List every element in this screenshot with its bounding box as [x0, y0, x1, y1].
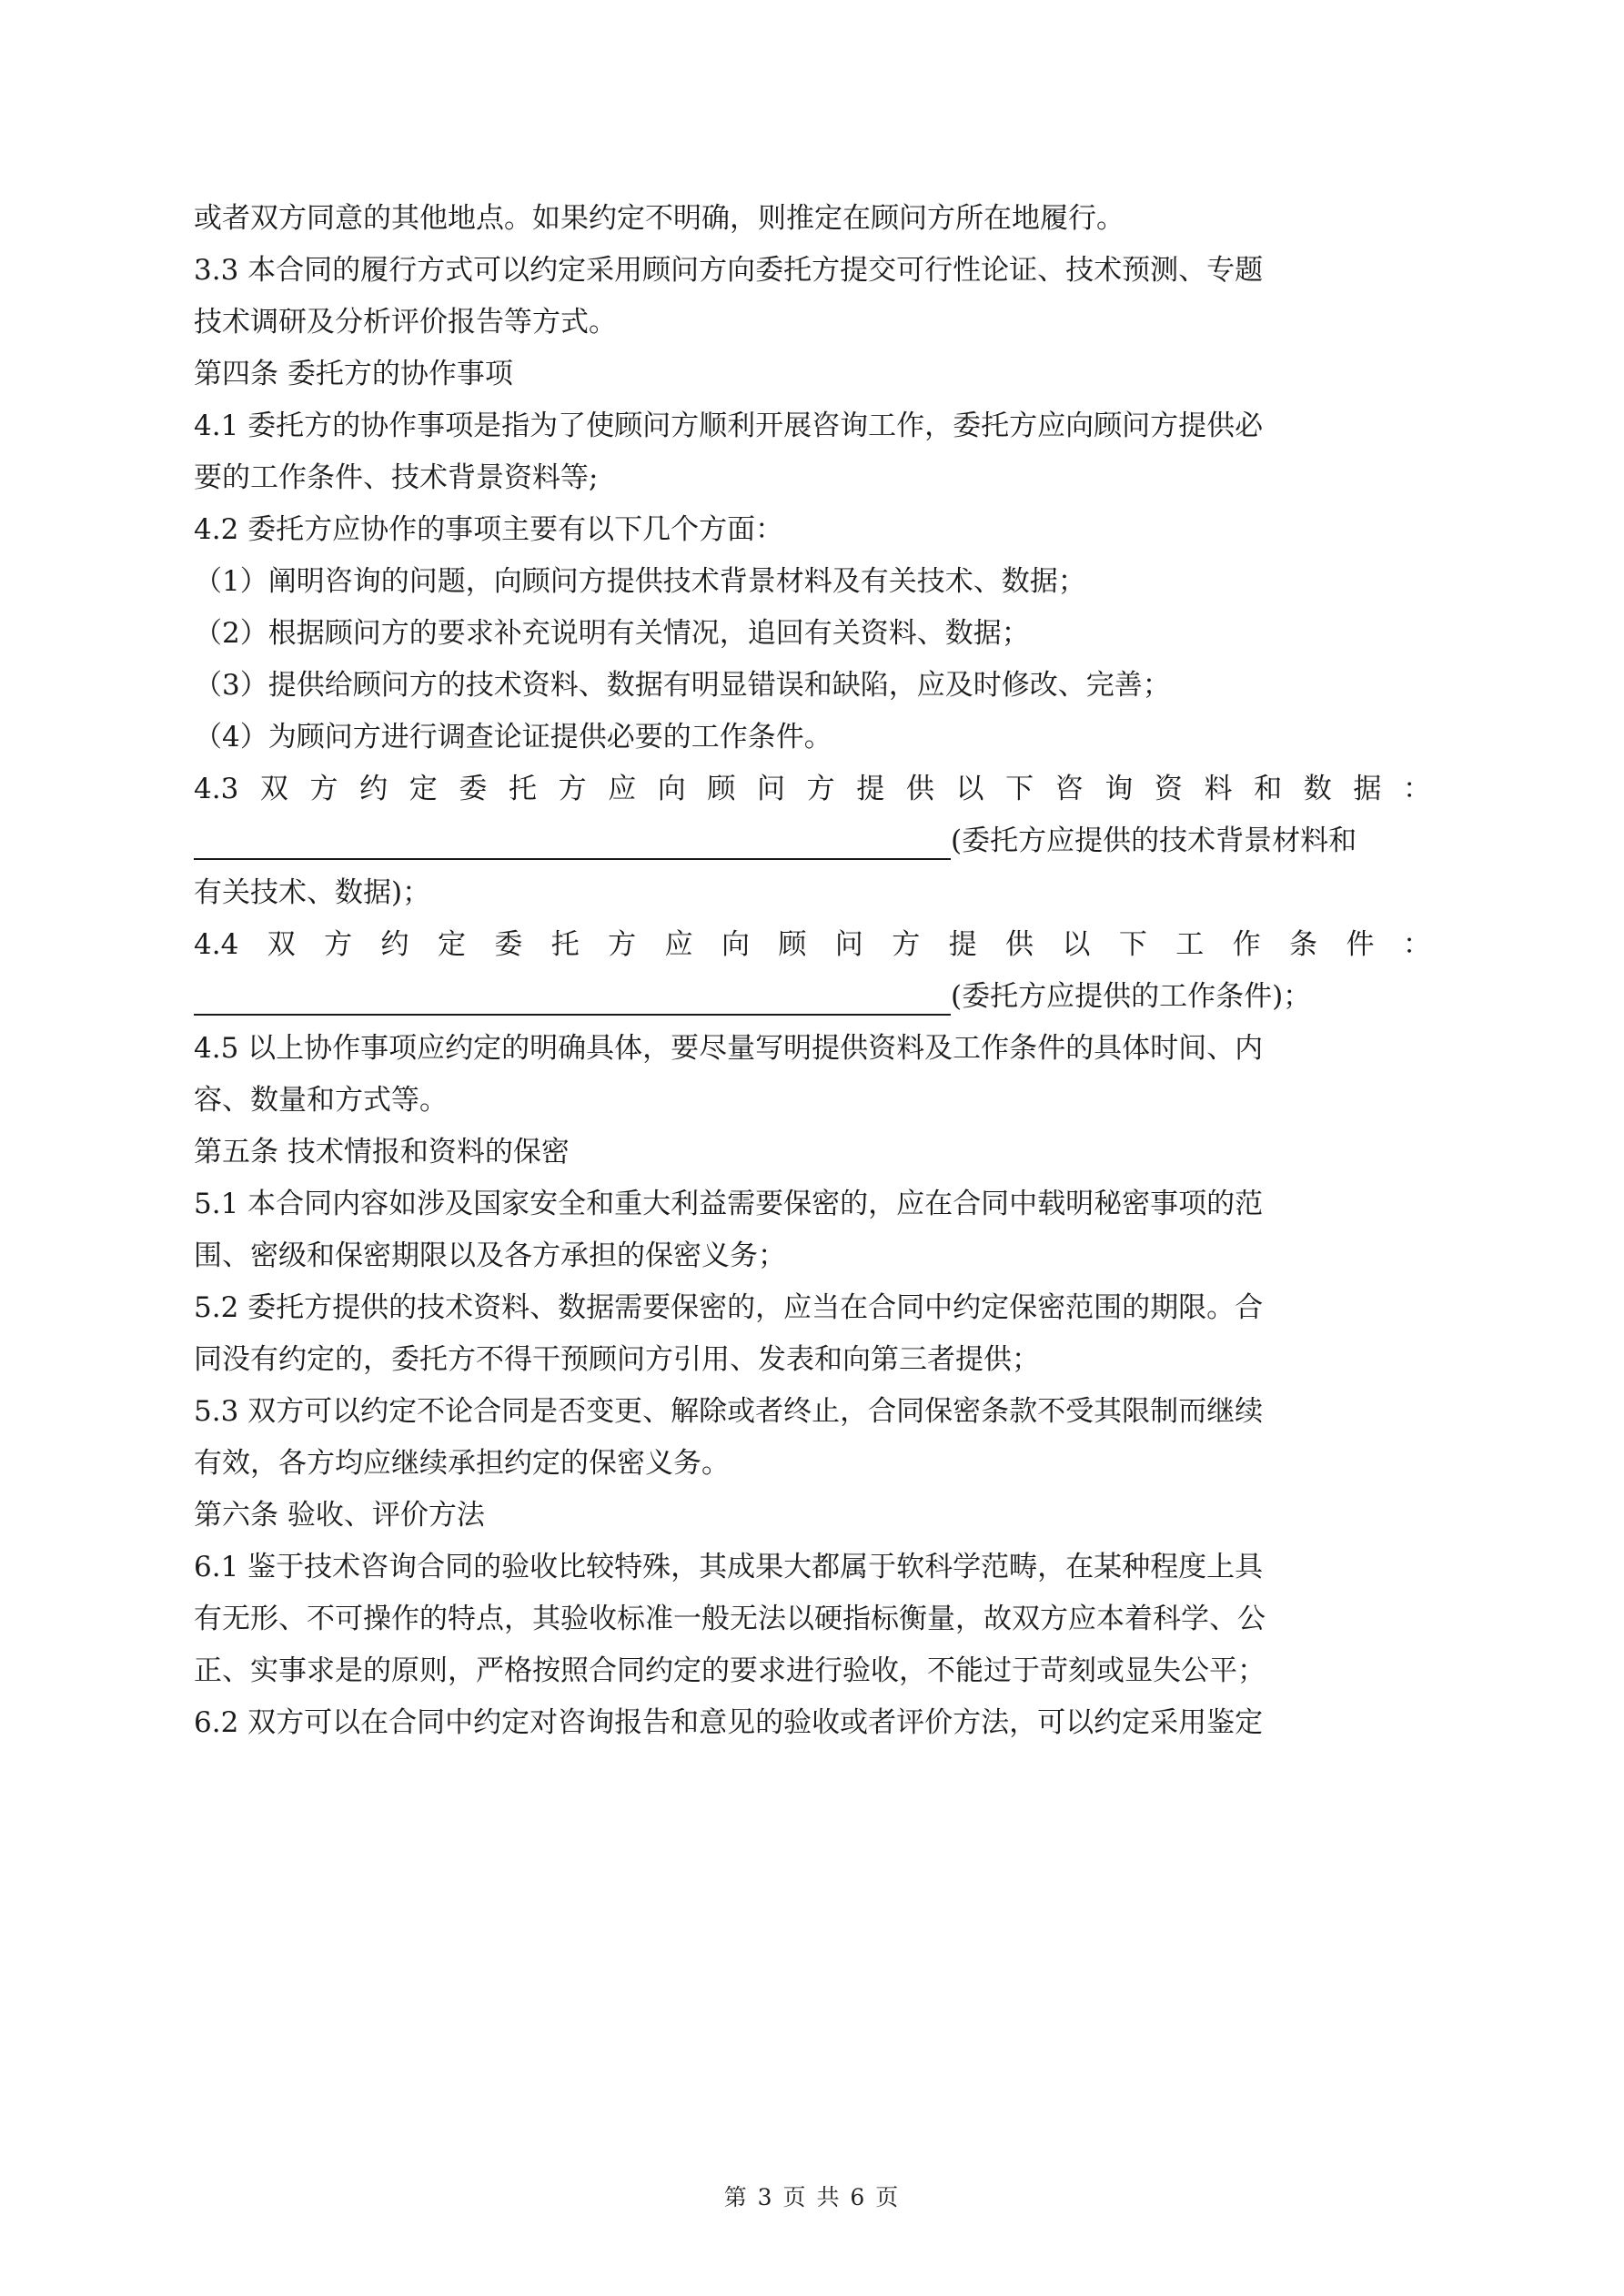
article-4-heading: 第四条 委托方的协作事项	[194, 358, 513, 390]
clause-6-1-line-2: 有无形、不可操作的特点，其验收标准一般无法以硬指标衡量，故双方应本着科学、公	[194, 1603, 1266, 1635]
blank-suffix: (委托方应提供的技术背景材料和	[951, 824, 1357, 857]
clause-5-2-line-2: 同没有约定的，委托方不得干预顾问方引用、发表和向第三者提供；	[194, 1343, 1040, 1376]
clause-4-4-char: 约	[380, 928, 409, 961]
clause-4-4-char: 定	[437, 928, 466, 961]
clause-4-4-char: 以	[1062, 928, 1091, 961]
clause-4-3-char: 供	[905, 773, 934, 805]
article-5-heading: 第五条 技术情报和资料的保密	[194, 1136, 570, 1168]
clause-4-4-char: 双	[267, 928, 296, 961]
clause-5-1-line-2: 围、密级和保密期限以及各方承担的保密义务；	[194, 1239, 786, 1272]
clause-4-3-char: 提	[856, 773, 885, 805]
clause-4-1-line-2: 要的工作条件、技术背景资料等;	[194, 461, 599, 494]
clause-4-4-char: 件	[1346, 928, 1375, 961]
clause-4-3-char: 咨	[1054, 773, 1084, 805]
clause-4-3-char: 方	[309, 773, 338, 805]
clause-4-3-char: 资	[1154, 773, 1183, 805]
clause-4-5-line-2: 容、数量和方式等。	[194, 1084, 448, 1117]
clause-4-4-char: 托	[550, 928, 580, 961]
clause-4-3-char: 应	[608, 773, 637, 805]
clause-4-3-char: ：	[1402, 773, 1431, 805]
clause-4-4-char: 方	[324, 928, 353, 961]
clause-4-3-char: 方	[806, 773, 835, 805]
article-6-heading: 第六条 验收、评价方法	[194, 1499, 485, 1532]
clause-4-2-heading: 4.2 委托方应协作的事项主要有以下几个方面：	[194, 513, 784, 546]
list-item-3: （3）提供给顾问方的技术资料、数据有明显错误和缺陷，应及时修改、完善；	[194, 669, 1171, 702]
clause-6-1-line-1: 6.1 鉴于技术咨询合同的验收比较特殊，其成果大都属于软科学范畴，在某种程度上具	[194, 1551, 1264, 1583]
clause-4-4-line-2	[194, 971, 1431, 1023]
clause-4-3-char: 托	[508, 773, 537, 805]
text-line: 或者双方同意的其他地点。如果约定不明确，则推定在顾问方所在地履行。	[194, 202, 1125, 235]
clause-5-3-line-2: 有效，各方均应继续承担约定的保密义务。	[194, 1447, 730, 1480]
clause-6-1-line-3: 正、实事求是的原则，严格按照合同约定的要求进行验收，不能过于苛刻或显失公平；	[194, 1654, 1266, 1687]
clause-4-4-char: 委	[494, 928, 523, 961]
clause-4-4-char: 作	[1232, 928, 1261, 961]
clause-4-3-char: 方	[558, 773, 587, 805]
clause-4-4-char: 条	[1289, 928, 1318, 961]
list-item-2: （2）根据顾问方的要求补充说明有关情况，追回有关资料、数据；	[194, 617, 1030, 650]
clause-4-3-char: 顾	[707, 773, 736, 805]
clause-4-3-char: 问	[757, 773, 786, 805]
fill-in-blank[interactable]	[194, 820, 951, 860]
page-footer: 第 3 页 共 6 页	[723, 2184, 901, 2210]
clause-4-5-line-1: 4.5 以上协作事项应约定的明确具体，要尽量写明提供资料及工作条件的具体时间、内	[194, 1032, 1264, 1065]
clause-4-4-char: 方	[608, 928, 637, 961]
clause-4-1-line-1: 4.1 委托方的协作事项是指为了使顾问方顺利开展咨询工作，委托方应向顾问方提供必	[194, 410, 1264, 442]
clause-5-2-line-1: 5.2 委托方提供的技术资料、数据需要保密的，应当在合同中约定保密范围的期限。合	[194, 1291, 1264, 1324]
document-body	[194, 193, 1431, 1749]
clause-4-4-char: 工	[1175, 928, 1205, 961]
clause-4-3-char: 料	[1204, 773, 1233, 805]
clause-4-3-char: 4.3	[194, 773, 239, 805]
clause-4-3-line-2	[194, 815, 1431, 867]
list-item-4: （4）为顾问方进行调查论证提供必要的工作条件。	[194, 721, 832, 754]
blank-suffix: (委托方应提供的工作条件)；	[951, 980, 1312, 1013]
clause-5-1-line-1: 5.1 本合同内容如涉及国家安全和重大利益需要保密的，应在合同中载明秘密事项的范	[194, 1188, 1264, 1220]
clause-4-3-char: 下	[1005, 773, 1034, 805]
clause-3-3-line-1: 3.3 本合同的履行方式可以约定采用顾问方向委托方提交可行性论证、技术预测、专题	[194, 254, 1264, 287]
clause-4-3-char: 和	[1254, 773, 1283, 805]
clause-6-2-line-1: 6.2 双方可以在合同中约定对咨询报告和意见的验收或者评价方法，可以约定采用鉴定	[194, 1706, 1264, 1739]
clause-4-4-char: 供	[1005, 928, 1034, 961]
clause-4-3-char: 向	[657, 773, 686, 805]
clause-4-3-char: 双	[259, 773, 288, 805]
clause-4-3-char: 询	[1105, 773, 1134, 805]
clause-4-3-line-1	[194, 764, 1431, 815]
clause-4-3-char: 定	[409, 773, 438, 805]
list-item-1: （1）阐明咨询的问题，向顾问方提供技术背景材料及有关技术、数据；	[194, 565, 1086, 598]
clause-4-3-char: 委	[459, 773, 488, 805]
clause-4-4-char: 4.4	[194, 928, 239, 961]
fill-in-blank[interactable]	[194, 976, 951, 1016]
clause-4-3-char: 数	[1303, 773, 1332, 805]
clause-4-4-char: 方	[892, 928, 921, 961]
clause-4-3-char: 以	[955, 773, 984, 805]
clause-4-4-char: 向	[721, 928, 750, 961]
clause-4-4-char: 顾	[778, 928, 807, 961]
clause-4-4-char: ：	[1402, 928, 1431, 961]
clause-4-4-char: 问	[834, 928, 863, 961]
clause-4-4-char: 下	[1118, 928, 1147, 961]
clause-4-4-line-1	[194, 919, 1431, 971]
clause-4-4-char: 应	[664, 928, 693, 961]
clause-5-3-line-1: 5.3 双方可以约定不论合同是否变更、解除或者终止，合同保密条款不受其限制而继续	[194, 1395, 1264, 1428]
clause-4-3-char: 据	[1353, 773, 1382, 805]
clause-3-3-line-2: 技术调研及分析评价报告等方式。	[194, 306, 617, 339]
clause-4-3-line-3: 有关技术、数据)；	[194, 876, 431, 909]
clause-4-4-char: 提	[948, 928, 977, 961]
clause-4-3-char: 约	[359, 773, 388, 805]
